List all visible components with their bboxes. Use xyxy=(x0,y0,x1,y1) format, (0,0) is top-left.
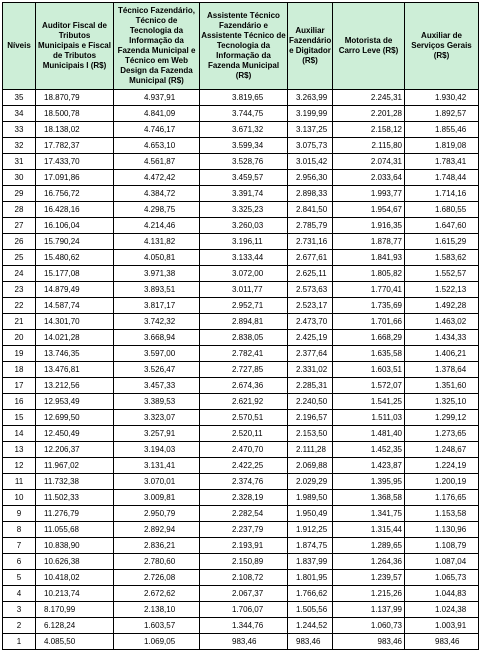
table-row xyxy=(3,170,479,186)
auxiliar-fazendario-cell: 2.677,61 xyxy=(288,250,333,266)
motorista-cell: 1.916,35 xyxy=(333,218,405,234)
header-motorista: Motorista de Carro Leve (R$) xyxy=(333,3,405,90)
motorista-cell: 1.452,35 xyxy=(333,442,405,458)
auxiliar-servicos-cell: 1.273,65 xyxy=(405,426,479,442)
auxiliar-servicos-cell: 1.819,08 xyxy=(405,138,479,154)
nivel-cell: 31 xyxy=(3,154,36,170)
auxiliar-fazendario-cell: 3.137,25 xyxy=(288,122,333,138)
tecnico-cell: 3.597,00 xyxy=(114,346,200,362)
nivel-cell: 23 xyxy=(3,282,36,298)
auditor-cell: 17.782,37 xyxy=(36,138,114,154)
auxiliar-fazendario-cell: 2.069,88 xyxy=(288,458,333,474)
tecnico-cell: 4.472,42 xyxy=(114,170,200,186)
header-auxiliar-fazendario: Auxiliar Fazendário e Digitador (R$) xyxy=(288,3,333,90)
auxiliar-servicos-cell: 1.892,57 xyxy=(405,106,479,122)
auxiliar-fazendario-cell: 2.625,11 xyxy=(288,266,333,282)
motorista-cell: 2.245,31 xyxy=(333,90,405,106)
auxiliar-fazendario-cell: 3.075,73 xyxy=(288,138,333,154)
header-assistente-tecnico: Assistente Técnico Fazendário e Assistente Técnico de Tecnologia da Informação da Fazenda Municipal (R$) xyxy=(200,3,288,90)
table-row xyxy=(3,490,479,506)
auxiliar-servicos-cell: 1.065,73 xyxy=(405,570,479,586)
auxiliar-fazendario-cell: 983,46 xyxy=(288,634,333,650)
table-row xyxy=(3,346,479,362)
auditor-cell: 10.838,90 xyxy=(36,538,114,554)
auxiliar-servicos-cell: 1.044,83 xyxy=(405,586,479,602)
auxiliar-servicos-cell: 1.783,41 xyxy=(405,154,479,170)
auxiliar-servicos-cell: 1.615,29 xyxy=(405,234,479,250)
nivel-cell: 13 xyxy=(3,442,36,458)
assistente-cell: 2.237,79 xyxy=(200,522,288,538)
tecnico-cell: 1.603,57 xyxy=(114,618,200,634)
auxiliar-fazendario-cell: 1.505,56 xyxy=(288,602,333,618)
auxiliar-fazendario-cell: 1.874,75 xyxy=(288,538,333,554)
assistente-cell: 3.459,57 xyxy=(200,170,288,186)
auditor-cell: 10.213,74 xyxy=(36,586,114,602)
auxiliar-servicos-cell: 1.552,57 xyxy=(405,266,479,282)
auditor-cell: 16.106,04 xyxy=(36,218,114,234)
assistente-cell: 3.744,75 xyxy=(200,106,288,122)
assistente-cell: 3.011,77 xyxy=(200,282,288,298)
table-row xyxy=(3,634,479,650)
motorista-cell: 1.770,41 xyxy=(333,282,405,298)
auditor-cell: 18.138,02 xyxy=(36,122,114,138)
nivel-cell: 14 xyxy=(3,426,36,442)
auxiliar-fazendario-cell: 2.731,16 xyxy=(288,234,333,250)
motorista-cell: 1.841,93 xyxy=(333,250,405,266)
nivel-cell: 2 xyxy=(3,618,36,634)
auxiliar-servicos-cell: 1.087,04 xyxy=(405,554,479,570)
auxiliar-fazendario-cell: 1.837,99 xyxy=(288,554,333,570)
tecnico-cell: 3.009,81 xyxy=(114,490,200,506)
auxiliar-fazendario-cell: 1.950,49 xyxy=(288,506,333,522)
tecnico-cell: 4.384,72 xyxy=(114,186,200,202)
tecnico-cell: 4.298,75 xyxy=(114,202,200,218)
auxiliar-fazendario-cell: 1.912,25 xyxy=(288,522,333,538)
table-row xyxy=(3,202,479,218)
tecnico-cell: 1.069,05 xyxy=(114,634,200,650)
tecnico-cell: 3.668,94 xyxy=(114,330,200,346)
motorista-cell: 1.572,07 xyxy=(333,378,405,394)
auxiliar-fazendario-cell: 2.285,31 xyxy=(288,378,333,394)
auxiliar-fazendario-cell: 2.785,79 xyxy=(288,218,333,234)
auditor-cell: 11.967,02 xyxy=(36,458,114,474)
motorista-cell: 2.115,80 xyxy=(333,138,405,154)
auditor-cell: 8.170,99 xyxy=(36,602,114,618)
nivel-cell: 26 xyxy=(3,234,36,250)
nivel-cell: 28 xyxy=(3,202,36,218)
table-row xyxy=(3,442,479,458)
assistente-cell: 3.196,11 xyxy=(200,234,288,250)
tecnico-cell: 2.138,10 xyxy=(114,602,200,618)
motorista-cell: 1.215,26 xyxy=(333,586,405,602)
tecnico-cell: 3.971,38 xyxy=(114,266,200,282)
auxiliar-servicos-cell: 1.299,12 xyxy=(405,410,479,426)
motorista-cell: 2.074,31 xyxy=(333,154,405,170)
auxiliar-servicos-cell: 1.130,96 xyxy=(405,522,479,538)
nivel-cell: 24 xyxy=(3,266,36,282)
table-row xyxy=(3,394,479,410)
auxiliar-servicos-cell: 1.583,62 xyxy=(405,250,479,266)
table-row xyxy=(3,378,479,394)
auditor-cell: 18.870,79 xyxy=(36,90,114,106)
table-row xyxy=(3,538,479,554)
table-row xyxy=(3,234,479,250)
auxiliar-fazendario-cell: 1.244,52 xyxy=(288,618,333,634)
auxiliar-servicos-cell: 1.224,19 xyxy=(405,458,479,474)
auxiliar-fazendario-cell: 2.523,17 xyxy=(288,298,333,314)
tecnico-cell: 3.070,01 xyxy=(114,474,200,490)
auxiliar-servicos-cell: 1.406,21 xyxy=(405,346,479,362)
tecnico-cell: 3.457,33 xyxy=(114,378,200,394)
auxiliar-fazendario-cell: 2.196,57 xyxy=(288,410,333,426)
motorista-cell: 1.878,77 xyxy=(333,234,405,250)
motorista-cell: 1.341,75 xyxy=(333,506,405,522)
assistente-cell: 2.727,85 xyxy=(200,362,288,378)
assistente-cell: 3.819,65 xyxy=(200,90,288,106)
motorista-cell: 1.603,51 xyxy=(333,362,405,378)
auxiliar-fazendario-cell: 1.989,50 xyxy=(288,490,333,506)
nivel-cell: 19 xyxy=(3,346,36,362)
auditor-cell: 18.500,78 xyxy=(36,106,114,122)
nivel-cell: 32 xyxy=(3,138,36,154)
auditor-cell: 14.301,70 xyxy=(36,314,114,330)
table-row xyxy=(3,602,479,618)
nivel-cell: 17 xyxy=(3,378,36,394)
auxiliar-servicos-cell: 1.108,79 xyxy=(405,538,479,554)
table-row xyxy=(3,186,479,202)
auxiliar-fazendario-cell: 3.199,99 xyxy=(288,106,333,122)
motorista-cell: 1.541,25 xyxy=(333,394,405,410)
auxiliar-servicos-cell: 1.176,65 xyxy=(405,490,479,506)
auxiliar-servicos-cell: 1.680,55 xyxy=(405,202,479,218)
nivel-cell: 35 xyxy=(3,90,36,106)
nivel-cell: 4 xyxy=(3,586,36,602)
table-row xyxy=(3,314,479,330)
auxiliar-servicos-cell: 1.492,28 xyxy=(405,298,479,314)
motorista-cell: 2.033,64 xyxy=(333,170,405,186)
assistente-cell: 2.621,92 xyxy=(200,394,288,410)
motorista-cell: 1.635,58 xyxy=(333,346,405,362)
table-row xyxy=(3,298,479,314)
assistente-cell: 2.894,81 xyxy=(200,314,288,330)
table-row xyxy=(3,474,479,490)
auxiliar-servicos-cell: 1.351,60 xyxy=(405,378,479,394)
table-row xyxy=(3,426,479,442)
nivel-cell: 33 xyxy=(3,122,36,138)
auxiliar-servicos-cell: 1.024,38 xyxy=(405,602,479,618)
tecnico-cell: 4.746,17 xyxy=(114,122,200,138)
auxiliar-fazendario-cell: 3.263,99 xyxy=(288,90,333,106)
nivel-cell: 21 xyxy=(3,314,36,330)
auxiliar-servicos-cell: 1.378,64 xyxy=(405,362,479,378)
table-row xyxy=(3,458,479,474)
tecnico-cell: 2.726,08 xyxy=(114,570,200,586)
assistente-cell: 3.599,34 xyxy=(200,138,288,154)
assistente-cell: 3.325,23 xyxy=(200,202,288,218)
tecnico-cell: 4.841,09 xyxy=(114,106,200,122)
tecnico-cell: 4.214,46 xyxy=(114,218,200,234)
auxiliar-servicos-cell: 1.434,33 xyxy=(405,330,479,346)
auxiliar-servicos-cell: 1.200,19 xyxy=(405,474,479,490)
auxiliar-fazendario-cell: 2.425,19 xyxy=(288,330,333,346)
table-row xyxy=(3,362,479,378)
motorista-cell: 983,46 xyxy=(333,634,405,650)
tecnico-cell: 3.257,91 xyxy=(114,426,200,442)
auditor-cell: 14.021,28 xyxy=(36,330,114,346)
assistente-cell: 2.782,41 xyxy=(200,346,288,362)
auditor-cell: 14.587,74 xyxy=(36,298,114,314)
tecnico-cell: 3.742,32 xyxy=(114,314,200,330)
auxiliar-servicos-cell: 1.748,44 xyxy=(405,170,479,186)
tecnico-cell: 4.131,82 xyxy=(114,234,200,250)
auditor-cell: 16.756,72 xyxy=(36,186,114,202)
nivel-cell: 8 xyxy=(3,522,36,538)
table-row xyxy=(3,506,479,522)
auditor-cell: 13.212,56 xyxy=(36,378,114,394)
nivel-cell: 15 xyxy=(3,410,36,426)
auditor-cell: 12.450,49 xyxy=(36,426,114,442)
auxiliar-fazendario-cell: 2.029,29 xyxy=(288,474,333,490)
auxiliar-fazendario-cell: 2.473,70 xyxy=(288,314,333,330)
auxiliar-fazendario-cell: 2.573,63 xyxy=(288,282,333,298)
assistente-cell: 2.470,70 xyxy=(200,442,288,458)
tecnico-cell: 2.672,62 xyxy=(114,586,200,602)
auxiliar-fazendario-cell: 2.898,33 xyxy=(288,186,333,202)
assistente-cell: 3.671,32 xyxy=(200,122,288,138)
auditor-cell: 15.790,24 xyxy=(36,234,114,250)
assistente-cell: 2.328,19 xyxy=(200,490,288,506)
assistente-cell: 2.193,91 xyxy=(200,538,288,554)
nivel-cell: 3 xyxy=(3,602,36,618)
table-body xyxy=(3,90,479,650)
auditor-cell: 11.276,79 xyxy=(36,506,114,522)
assistente-cell: 2.952,71 xyxy=(200,298,288,314)
auditor-cell: 15.480,62 xyxy=(36,250,114,266)
auditor-cell: 17.091,86 xyxy=(36,170,114,186)
tecnico-cell: 4.653,10 xyxy=(114,138,200,154)
auxiliar-servicos-cell: 983,46 xyxy=(405,634,479,650)
auxiliar-servicos-cell: 1.714,16 xyxy=(405,186,479,202)
tecnico-cell: 3.194,03 xyxy=(114,442,200,458)
assistente-cell: 2.674,36 xyxy=(200,378,288,394)
motorista-cell: 1.395,95 xyxy=(333,474,405,490)
auditor-cell: 10.626,38 xyxy=(36,554,114,570)
auditor-cell: 10.418,02 xyxy=(36,570,114,586)
assistente-cell: 3.072,00 xyxy=(200,266,288,282)
auditor-cell: 12.699,50 xyxy=(36,410,114,426)
motorista-cell: 1.954,67 xyxy=(333,202,405,218)
tecnico-cell: 2.780,60 xyxy=(114,554,200,570)
auditor-cell: 16.428,16 xyxy=(36,202,114,218)
nivel-cell: 30 xyxy=(3,170,36,186)
table-row xyxy=(3,586,479,602)
auxiliar-fazendario-cell: 2.377,64 xyxy=(288,346,333,362)
tecnico-cell: 2.950,79 xyxy=(114,506,200,522)
assistente-cell: 2.422,25 xyxy=(200,458,288,474)
auxiliar-servicos-cell: 1.855,46 xyxy=(405,122,479,138)
tecnico-cell: 3.389,53 xyxy=(114,394,200,410)
tecnico-cell: 2.892,94 xyxy=(114,522,200,538)
table-row xyxy=(3,410,479,426)
nivel-cell: 27 xyxy=(3,218,36,234)
motorista-cell: 2.158,12 xyxy=(333,122,405,138)
salary-table xyxy=(2,2,479,650)
table-row xyxy=(3,522,479,538)
nivel-cell: 11 xyxy=(3,474,36,490)
assistente-cell: 983,46 xyxy=(200,634,288,650)
nivel-cell: 25 xyxy=(3,250,36,266)
motorista-cell: 1.423,87 xyxy=(333,458,405,474)
auxiliar-fazendario-cell: 2.956,30 xyxy=(288,170,333,186)
tecnico-cell: 3.323,07 xyxy=(114,410,200,426)
assistente-cell: 2.282,54 xyxy=(200,506,288,522)
auxiliar-servicos-cell: 1.647,60 xyxy=(405,218,479,234)
auditor-cell: 6.128,24 xyxy=(36,618,114,634)
auxiliar-fazendario-cell: 1.801,95 xyxy=(288,570,333,586)
auxiliar-servicos-cell: 1.463,02 xyxy=(405,314,479,330)
table-row xyxy=(3,250,479,266)
assistente-cell: 3.133,44 xyxy=(200,250,288,266)
tecnico-cell: 3.131,41 xyxy=(114,458,200,474)
table-row xyxy=(3,218,479,234)
auxiliar-fazendario-cell: 2.841,50 xyxy=(288,202,333,218)
auditor-cell: 13.476,81 xyxy=(36,362,114,378)
assistente-cell: 2.570,51 xyxy=(200,410,288,426)
motorista-cell: 1.368,58 xyxy=(333,490,405,506)
table-header-row xyxy=(3,3,479,90)
auditor-cell: 11.732,38 xyxy=(36,474,114,490)
auxiliar-servicos-cell: 1.522,13 xyxy=(405,282,479,298)
auditor-cell: 13.746,35 xyxy=(36,346,114,362)
assistente-cell: 2.108,72 xyxy=(200,570,288,586)
auditor-cell: 4.085,50 xyxy=(36,634,114,650)
auxiliar-servicos-cell: 1.325,10 xyxy=(405,394,479,410)
motorista-cell: 1.701,66 xyxy=(333,314,405,330)
tecnico-cell: 4.050,81 xyxy=(114,250,200,266)
auditor-cell: 12.206,37 xyxy=(36,442,114,458)
table-row xyxy=(3,282,479,298)
nivel-cell: 29 xyxy=(3,186,36,202)
motorista-cell: 1.805,82 xyxy=(333,266,405,282)
auxiliar-fazendario-cell: 1.766,62 xyxy=(288,586,333,602)
table-row xyxy=(3,330,479,346)
nivel-cell: 20 xyxy=(3,330,36,346)
motorista-cell: 1.315,44 xyxy=(333,522,405,538)
motorista-cell: 1.735,69 xyxy=(333,298,405,314)
assistente-cell: 2.520,11 xyxy=(200,426,288,442)
motorista-cell: 1.239,57 xyxy=(333,570,405,586)
auditor-cell: 11.502,33 xyxy=(36,490,114,506)
table-row xyxy=(3,138,479,154)
auxiliar-fazendario-cell: 2.240,50 xyxy=(288,394,333,410)
table-row xyxy=(3,554,479,570)
motorista-cell: 1.511,03 xyxy=(333,410,405,426)
table-row xyxy=(3,106,479,122)
nivel-cell: 22 xyxy=(3,298,36,314)
assistente-cell: 2.067,37 xyxy=(200,586,288,602)
header-auxiliar-servicos-gerais: Auxiliar de Serviços Gerais (R$) xyxy=(405,3,479,90)
auxiliar-fazendario-cell: 2.331,02 xyxy=(288,362,333,378)
assistente-cell: 3.260,03 xyxy=(200,218,288,234)
auxiliar-fazendario-cell: 3.015,42 xyxy=(288,154,333,170)
table-row xyxy=(3,90,479,106)
nivel-cell: 34 xyxy=(3,106,36,122)
motorista-cell: 1.289,65 xyxy=(333,538,405,554)
motorista-cell: 1.668,29 xyxy=(333,330,405,346)
auxiliar-servicos-cell: 1.003,91 xyxy=(405,618,479,634)
motorista-cell: 1.481,40 xyxy=(333,426,405,442)
nivel-cell: 12 xyxy=(3,458,36,474)
nivel-cell: 9 xyxy=(3,506,36,522)
auxiliar-servicos-cell: 1.248,67 xyxy=(405,442,479,458)
assistente-cell: 2.150,89 xyxy=(200,554,288,570)
auxiliar-fazendario-cell: 2.111,28 xyxy=(288,442,333,458)
auditor-cell: 11.055,68 xyxy=(36,522,114,538)
tecnico-cell: 4.561,87 xyxy=(114,154,200,170)
motorista-cell: 1.993,77 xyxy=(333,186,405,202)
auditor-cell: 12.953,49 xyxy=(36,394,114,410)
tecnico-cell: 4.937,91 xyxy=(114,90,200,106)
header-auditor-fiscal: Auditor Fiscal de Tributos Municipais e Fiscal de Tributos Municipais I (R$) xyxy=(36,3,114,90)
tecnico-cell: 3.817,17 xyxy=(114,298,200,314)
auxiliar-fazendario-cell: 2.153,50 xyxy=(288,426,333,442)
nivel-cell: 16 xyxy=(3,394,36,410)
assistente-cell: 1.706,07 xyxy=(200,602,288,618)
motorista-cell: 1.060,73 xyxy=(333,618,405,634)
assistente-cell: 1.344,76 xyxy=(200,618,288,634)
motorista-cell: 1.264,36 xyxy=(333,554,405,570)
auditor-cell: 14.879,49 xyxy=(36,282,114,298)
table-row xyxy=(3,570,479,586)
table-row xyxy=(3,618,479,634)
tecnico-cell: 3.893,51 xyxy=(114,282,200,298)
nivel-cell: 1 xyxy=(3,634,36,650)
nivel-cell: 5 xyxy=(3,570,36,586)
header-tecnico-fazendario: Técnico Fazendário, Técnico de Tecnologia da Informação da Fazenda Municipal e Técnico em Web Design da Fazenda Municipal (R$) xyxy=(114,3,200,90)
tecnico-cell: 3.526,47 xyxy=(114,362,200,378)
motorista-cell: 1.137,99 xyxy=(333,602,405,618)
nivel-cell: 6 xyxy=(3,554,36,570)
tecnico-cell: 2.836,21 xyxy=(114,538,200,554)
auditor-cell: 15.177,08 xyxy=(36,266,114,282)
table-row xyxy=(3,266,479,282)
auxiliar-servicos-cell: 1.153,58 xyxy=(405,506,479,522)
motorista-cell: 2.201,28 xyxy=(333,106,405,122)
auxiliar-servicos-cell: 1.930,42 xyxy=(405,90,479,106)
assistente-cell: 2.374,76 xyxy=(200,474,288,490)
assistente-cell: 3.528,76 xyxy=(200,154,288,170)
auditor-cell: 17.433,70 xyxy=(36,154,114,170)
nivel-cell: 7 xyxy=(3,538,36,554)
assistente-cell: 2.838,05 xyxy=(200,330,288,346)
header-niveis: Níveis xyxy=(3,3,36,90)
table-row xyxy=(3,122,479,138)
nivel-cell: 18 xyxy=(3,362,36,378)
assistente-cell: 3.391,74 xyxy=(200,186,288,202)
nivel-cell: 10 xyxy=(3,490,36,506)
table-row xyxy=(3,154,479,170)
